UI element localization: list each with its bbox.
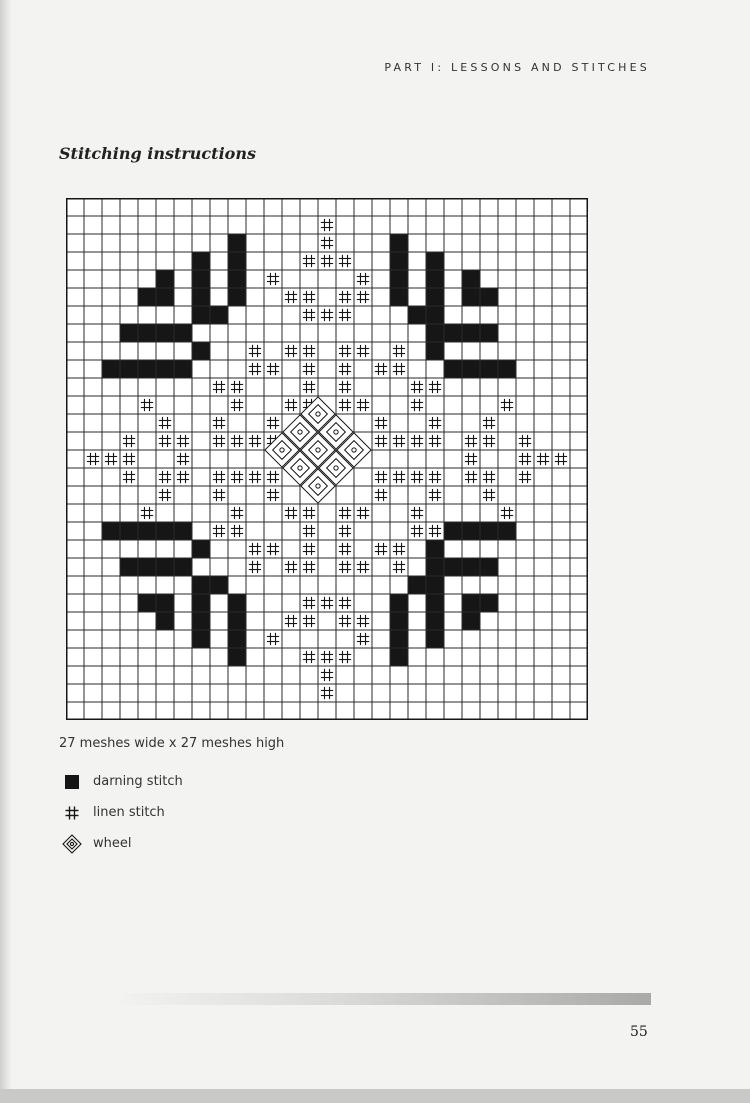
darning-stitch-cell: [156, 324, 174, 342]
darning-stitch-cell: [462, 612, 480, 630]
darning-stitch-cell: [210, 306, 228, 324]
legend: [62, 766, 183, 859]
darning-stitch-cell: [426, 558, 444, 576]
darning-stitch-cell: [138, 360, 156, 378]
darning-stitch-cell: [444, 558, 462, 576]
darning-stitch-cell: [102, 522, 120, 540]
darning-stitch-cell: [120, 522, 138, 540]
darning-stitch-cell: [444, 360, 462, 378]
darning-stitch-cell: [120, 360, 138, 378]
darning-stitch-cell: [192, 270, 210, 288]
darning-stitch-cell: [480, 288, 498, 306]
darning-stitch-cell: [462, 360, 480, 378]
darning-stitch-cell: [462, 324, 480, 342]
darning-stitch-cell: [426, 342, 444, 360]
darning-stitch-cell: [480, 324, 498, 342]
darning-stitch-cell: [444, 324, 462, 342]
darning-stitch-cell: [390, 288, 408, 306]
darning-stitch-cell: [228, 270, 246, 288]
darning-stitch-cell: [390, 234, 408, 252]
darning-stitch-cell: [390, 630, 408, 648]
linen-stitch-icon: [62, 803, 82, 823]
darning-stitch-cell: [408, 576, 426, 594]
legend-item-linen: [62, 797, 183, 828]
darning-stitch-cell: [228, 288, 246, 306]
darning-stitch-cell: [138, 522, 156, 540]
darning-stitch-cell: [462, 270, 480, 288]
darning-stitch-cell: [390, 594, 408, 612]
darning-stitch-cell: [426, 612, 444, 630]
darning-stitch-cell: [480, 594, 498, 612]
darning-stitch-cell: [174, 324, 192, 342]
darning-stitch-cell: [426, 270, 444, 288]
running-header: PART I: LESSONS AND STITCHES: [384, 61, 650, 74]
darning-stitch-cell: [192, 576, 210, 594]
darning-stitch-cell: [138, 324, 156, 342]
legend-label: linen stitch: [93, 805, 165, 820]
darning-stitch-icon: [62, 772, 82, 792]
darning-stitch-cell: [192, 630, 210, 648]
darning-stitch-cell: [228, 594, 246, 612]
page-number: 55: [630, 1024, 648, 1040]
legend-label: wheel: [93, 836, 132, 851]
darning-stitch-cell: [390, 648, 408, 666]
darning-stitch-cell: [426, 324, 444, 342]
darning-stitch-cell: [102, 360, 120, 378]
page-gutter-shadow: [0, 0, 12, 1103]
darning-stitch-cell: [480, 558, 498, 576]
darning-stitch-cell: [426, 576, 444, 594]
darning-stitch-cell: [390, 612, 408, 630]
darning-stitch-cell: [192, 252, 210, 270]
darning-stitch-cell: [210, 576, 228, 594]
darning-stitch-cell: [462, 558, 480, 576]
scan-bottom-edge: [0, 1089, 750, 1103]
chart-caption: 27 meshes wide x 27 meshes high: [59, 736, 285, 751]
darning-stitch-cell: [462, 288, 480, 306]
darning-stitch-cell: [192, 612, 210, 630]
darning-stitch-cell: [480, 522, 498, 540]
wheel-icon: [62, 834, 82, 854]
darning-stitch-cell: [138, 594, 156, 612]
darning-stitch-cell: [426, 288, 444, 306]
darning-stitch-cell: [390, 252, 408, 270]
darning-stitch-cell: [192, 540, 210, 558]
darning-stitch-cell: [408, 306, 426, 324]
stitch-chart: [66, 198, 588, 720]
darning-stitch-cell: [156, 270, 174, 288]
darning-stitch-cell: [192, 306, 210, 324]
darning-stitch-cell: [174, 558, 192, 576]
darning-stitch-cell: [426, 306, 444, 324]
darning-stitch-cell: [138, 288, 156, 306]
legend-item-wheel: [62, 828, 183, 859]
darning-stitch-cell: [192, 342, 210, 360]
chart-background: [66, 198, 588, 720]
darning-stitch-cell: [462, 594, 480, 612]
darning-stitch-cell: [390, 270, 408, 288]
legend-label: darning stitch: [93, 774, 183, 789]
darning-stitch-cell: [498, 360, 516, 378]
darning-stitch-cell: [120, 324, 138, 342]
darning-stitch-cell: [426, 630, 444, 648]
darning-stitch-cell: [138, 558, 156, 576]
darning-stitch-cell: [228, 252, 246, 270]
legend-item-darning: [62, 766, 183, 797]
darning-stitch-cell: [156, 594, 174, 612]
darning-stitch-cell: [228, 648, 246, 666]
section-title: Stitching instructions: [59, 144, 256, 163]
darning-stitch-cell: [462, 522, 480, 540]
darning-stitch-cell: [174, 360, 192, 378]
darning-stitch-cell: [426, 540, 444, 558]
darning-stitch-cell: [156, 612, 174, 630]
darning-stitch-cell: [156, 522, 174, 540]
darning-stitch-cell: [156, 360, 174, 378]
darning-stitch-cell: [156, 288, 174, 306]
footer-rule: [110, 993, 651, 1005]
darning-stitch-cell: [498, 522, 516, 540]
darning-stitch-cell: [480, 360, 498, 378]
darning-stitch-cell: [426, 252, 444, 270]
darning-stitch-cell: [426, 594, 444, 612]
darning-stitch-cell: [228, 612, 246, 630]
darning-stitch-cell: [228, 234, 246, 252]
darning-stitch-cell: [444, 522, 462, 540]
darning-stitch-cell: [156, 558, 174, 576]
darning-stitch-cell: [192, 594, 210, 612]
darning-stitch-cell: [174, 522, 192, 540]
darning-stitch-cell: [120, 558, 138, 576]
darning-stitch-cell: [192, 288, 210, 306]
darning-stitch-cell: [228, 630, 246, 648]
